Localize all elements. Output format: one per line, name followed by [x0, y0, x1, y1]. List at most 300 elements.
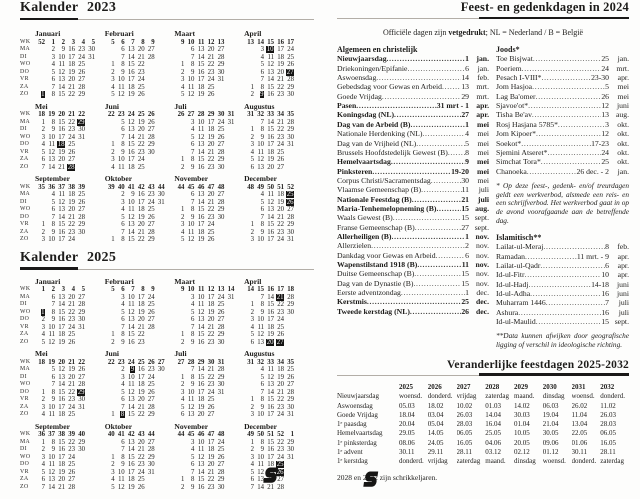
day-cell: 21 — [137, 403, 145, 411]
holiday-day: 5 — [465, 138, 469, 148]
week-number: 21 — [68, 111, 75, 118]
day-cell: 1 — [250, 396, 255, 403]
day-cell: 21 — [68, 301, 75, 308]
table-row-label: 1ᵉ pinksterdag — [337, 438, 377, 447]
holiday-name: Waals Gewest (B) — [337, 213, 393, 223]
day-cell: 7 — [190, 198, 195, 206]
day-row — [244, 396, 314, 404]
day-cell: 13 — [58, 293, 65, 301]
leader-dots — [525, 270, 602, 279]
day-cell: 7 — [121, 323, 125, 331]
day-cell: 19 — [58, 148, 65, 156]
holiday-day: 25 — [461, 297, 469, 307]
day-cell: 16 — [197, 163, 205, 171]
day-cell: 3 — [190, 293, 195, 301]
table-cell: woensd. — [571, 392, 595, 401]
day-cell — [35, 309, 45, 317]
holiday-month: mrt. — [476, 91, 489, 101]
day-cell: 17 — [127, 76, 135, 83]
leader-dots — [382, 92, 461, 101]
day-cell — [65, 164, 75, 172]
day-cell: 23 — [147, 191, 155, 198]
week-number-row — [105, 431, 175, 439]
day-row — [244, 316, 314, 324]
day-cell: 9 — [51, 396, 55, 403]
day-cell: 26 — [147, 213, 155, 221]
day-cell: 22 — [68, 438, 75, 446]
week-number: 22 — [78, 358, 85, 366]
holiday-day: 13 — [601, 110, 609, 120]
day-cell: 13 — [48, 156, 55, 163]
day-cell: 7 — [260, 388, 265, 396]
day-cell: 20 — [137, 46, 145, 53]
holiday-list-item — [337, 232, 489, 241]
table-cell: 30.05 — [542, 429, 559, 438]
day-cell: 2 — [250, 403, 255, 411]
day-cell: 12 — [48, 148, 55, 156]
day-cell — [264, 339, 274, 347]
holiday-month: dec. — [476, 288, 489, 297]
day-cell: 7 — [121, 446, 125, 453]
day-cell: 16 — [197, 338, 205, 346]
day-cell: 9 — [190, 68, 195, 76]
day-row — [174, 476, 244, 484]
table-row — [337, 448, 629, 457]
day-cell: 4 — [111, 476, 115, 483]
table-cell: 02.12 — [514, 448, 530, 457]
week-number-row — [174, 286, 244, 294]
day-cell: 5 — [250, 468, 255, 476]
day-cell: 27 — [147, 438, 155, 446]
day-cell: 23 — [68, 446, 75, 453]
day-cell: 20 — [68, 293, 75, 301]
holiday-list-item — [337, 213, 489, 222]
day-cell: 30 — [287, 446, 295, 453]
week-number-row — [35, 359, 105, 367]
day-row — [105, 469, 175, 477]
day-cell: 10 — [48, 453, 55, 461]
day-cell: 10 — [257, 453, 265, 461]
day-row — [105, 206, 175, 214]
day-cell: 21 — [277, 118, 285, 126]
day-cell: 14 — [197, 53, 205, 61]
day-cell: 12 — [58, 366, 65, 373]
week-number: 18 — [38, 358, 45, 366]
holiday-name: Muharram 1446 — [496, 298, 546, 308]
day-cell: 11 — [48, 331, 55, 338]
day-cell: 23 — [207, 163, 215, 171]
day-cell — [274, 339, 284, 347]
day-cell: 15 — [127, 61, 135, 68]
day-row — [35, 339, 105, 347]
day-cell: 6 — [121, 126, 125, 133]
day-row — [105, 76, 175, 84]
day-cell: 25 — [147, 206, 155, 213]
week-number: 47 — [207, 431, 215, 438]
day-cell: 28 — [287, 293, 295, 301]
weekday-label: DI — [20, 446, 27, 452]
week-number: 20 — [58, 358, 65, 366]
day-row — [244, 134, 314, 142]
week-number: 20 — [58, 111, 65, 118]
day-cell: 15 — [58, 308, 65, 316]
day-cell: 6 — [260, 68, 265, 76]
day-cell: 1 — [111, 411, 115, 418]
day-cell: 30 — [147, 148, 155, 156]
section-header-jewish: Joods* — [496, 45, 520, 54]
holiday-month: mei — [477, 175, 489, 185]
day-cell: 21 — [277, 388, 285, 396]
day-cell: 24 — [78, 53, 85, 61]
day-cell: 10 — [117, 468, 125, 476]
holiday-list-item — [496, 270, 629, 279]
holiday-list-item — [496, 148, 629, 157]
day-cell: 25 — [277, 148, 285, 156]
day-row — [244, 46, 314, 54]
week-number: 9 — [151, 38, 155, 46]
day-cell: 29 — [217, 476, 225, 483]
leader-dots — [533, 54, 601, 63]
day-cell: 19 — [68, 366, 75, 373]
day-cell: 27 — [287, 381, 295, 388]
day-row — [105, 446, 175, 454]
day-cell: 18 — [137, 206, 145, 213]
day-row — [35, 126, 105, 134]
holiday-name: Soekot* — [496, 138, 522, 148]
week-number: 37 — [58, 183, 65, 191]
table-row-label: Goede Vrijdag — [337, 410, 378, 419]
day-cell: 5 — [260, 373, 265, 381]
leader-dots — [391, 157, 465, 166]
holiday-day: 1 — [465, 231, 469, 241]
holiday-list-item — [337, 223, 489, 232]
day-row — [174, 119, 244, 127]
table-cell: zaterdag — [600, 457, 624, 466]
day-cell: 30 — [157, 191, 165, 198]
table-year-header: 2029 — [514, 382, 528, 391]
day-cell: 21 — [207, 323, 215, 331]
leader-dots — [415, 223, 462, 232]
holiday-day: 14-18 — [591, 279, 609, 289]
holiday-list-item — [337, 73, 489, 82]
day-cell: 4 — [121, 301, 125, 308]
day-row — [174, 454, 244, 462]
day-cell: 31 — [88, 53, 95, 61]
weekday-label-column — [20, 277, 35, 347]
day-cell: 25 — [207, 396, 215, 403]
day-cell: 11 — [257, 323, 265, 331]
day-cell: 2 — [51, 46, 55, 53]
leader-dots — [413, 279, 461, 288]
day-row — [244, 76, 314, 84]
day-cell: 22 — [277, 396, 285, 403]
day-row — [244, 404, 314, 412]
day-cell: 17 — [58, 133, 65, 141]
day-cell: 14 — [58, 301, 65, 308]
day-cell: 24 — [277, 236, 285, 243]
day-row — [174, 46, 244, 54]
leader-dots — [372, 167, 451, 176]
weekday-label: WK — [20, 358, 31, 365]
year-calendar-2023 — [20, 29, 314, 244]
week-number: 16 — [277, 38, 285, 46]
week-number: 4 — [81, 38, 85, 46]
table-cell: 06.03 — [542, 401, 559, 410]
day-cell: 6 — [250, 163, 255, 171]
day-cell: 18 — [277, 53, 285, 61]
day-cell: 9 — [260, 228, 265, 236]
day-cell: 24 — [217, 438, 225, 446]
day-cell: 28 — [217, 148, 225, 156]
day-row — [174, 134, 244, 142]
day-cell: 25 — [68, 331, 75, 338]
day-cell: 1 — [41, 438, 45, 446]
month-name: Februari — [104, 276, 134, 286]
day-cell: 17 — [58, 236, 65, 243]
day-row — [244, 476, 314, 484]
day-cell: 5 — [111, 483, 115, 491]
day-cell: 21 — [207, 53, 215, 61]
day-cell: 21 — [137, 53, 145, 61]
holiday-list-item — [496, 92, 629, 101]
table-cell: 21.04 — [542, 420, 559, 429]
holiday-columns — [337, 45, 629, 350]
day-cell: 28 — [147, 228, 155, 236]
day-cell: 11 — [48, 461, 55, 468]
day-cell: 9 — [51, 228, 55, 236]
holiday-month: feb. — [617, 242, 629, 252]
holiday-day: 9 — [260, 91, 264, 98]
leader-dots — [547, 148, 601, 157]
day-cell: 23 — [207, 381, 215, 388]
day-cell: 6 — [51, 76, 55, 83]
day-cell: 17 — [58, 453, 65, 461]
holiday-list-item — [337, 148, 489, 157]
day-row — [35, 454, 105, 462]
day-cell: 25 — [68, 141, 75, 148]
day-cell: 16 — [58, 396, 65, 403]
day-row — [35, 84, 105, 92]
day-row — [174, 366, 244, 374]
holiday-month: nov. — [476, 278, 489, 288]
day-cell: 14 — [197, 323, 205, 331]
leader-dots — [371, 241, 465, 250]
holiday-day: 1 — [41, 91, 45, 98]
holiday-list-item — [337, 120, 489, 129]
day-row — [174, 339, 244, 347]
week-number: 21 — [68, 358, 75, 366]
holiday-name: Nationale Herdenking (NL) — [337, 129, 423, 139]
day-cell: 10 — [48, 236, 55, 243]
day-row — [35, 446, 105, 454]
day-cell: 4 — [111, 163, 115, 171]
day-cell: 22 — [68, 118, 75, 126]
weekday-label: VR — [20, 221, 29, 227]
week-number: 51 — [267, 431, 275, 438]
holiday-day: 25 — [276, 461, 284, 468]
day-cell: 19 — [207, 308, 215, 316]
holiday-day: 6 — [465, 63, 469, 73]
day-cell: 11 — [257, 148, 265, 156]
subtitle-bold: vetgedrukt — [448, 28, 486, 37]
day-cell: 28 — [217, 323, 225, 331]
day-cell: 27 — [217, 316, 225, 323]
table-cell: 28.11 — [456, 448, 472, 457]
day-cell: 3 — [121, 293, 125, 301]
week-number-row — [244, 39, 314, 47]
day-cell: 8 — [121, 453, 125, 461]
holiday-name: Simchat Tora* — [496, 157, 541, 167]
day-cell: 16 — [58, 228, 65, 236]
section-header-christian: Algemeen en christelijk — [337, 45, 418, 54]
holiday-day: 2 — [465, 241, 469, 251]
day-cell: 26 — [217, 133, 225, 141]
day-cell: 29 — [78, 438, 85, 446]
day-cell: 19 — [277, 373, 285, 381]
table-cell: 26.03 — [600, 410, 616, 419]
day-cell: 10 — [127, 373, 135, 381]
week-number-row — [105, 39, 175, 47]
day-cell: 18 — [277, 366, 285, 373]
day-row — [244, 301, 314, 309]
holiday-day: 17-23 — [591, 138, 609, 148]
table-cell: 26.03 — [456, 410, 473, 419]
day-cell: 20 — [58, 476, 65, 483]
holiday-month: jan. — [477, 63, 489, 73]
day-row — [105, 301, 175, 309]
leader-dots — [522, 64, 602, 73]
day-row — [35, 331, 105, 339]
table-row-label: Aswoensdag — [337, 401, 373, 410]
week-number-row — [35, 39, 105, 47]
day-cell: 29 — [217, 373, 225, 381]
week-number: 9 — [151, 286, 155, 293]
day-cell: 6 — [121, 221, 125, 228]
day-cell: 1 — [111, 331, 115, 338]
day-cell: 16 — [267, 133, 275, 141]
month-block — [35, 422, 105, 492]
footnote-jewish: * Op deze feest-, gedenk- en/of treurdagen geldt een werkverbod, alsmede een reis- en een schrijfverbod. Het werkverbod gaat in op de avond voorafgaande aan de betreffende dag. — [496, 180, 629, 226]
day-cell: 23 — [277, 308, 285, 316]
day-row — [174, 374, 244, 382]
holiday-list-item — [337, 64, 489, 73]
day-cell: 27 — [217, 191, 225, 198]
day-cell: 11 — [58, 61, 65, 68]
day-cell: 21 — [207, 366, 215, 373]
day-cell: 5 — [180, 91, 185, 98]
day-cell: 30 — [78, 126, 85, 133]
day-cell: 25 — [137, 163, 145, 171]
day-cell: 5 — [41, 148, 45, 156]
holiday-name: Jom Hasjoa — [496, 82, 533, 92]
day-cell: 24 — [68, 323, 75, 331]
leader-dots — [532, 82, 605, 91]
day-cell: 4 — [111, 83, 115, 91]
table-cell: maand. — [514, 392, 535, 401]
leader-dots — [367, 297, 461, 306]
day-cell: 13 — [58, 76, 65, 83]
day-cell: 2 — [121, 366, 125, 373]
day-cell: 14 — [58, 83, 65, 91]
day-cell: 8 — [260, 126, 265, 133]
day-row — [35, 91, 105, 99]
month-block — [244, 349, 314, 419]
table-cell: 16.05 — [600, 438, 616, 447]
day-cell: 8 — [190, 156, 195, 163]
table-row — [337, 420, 629, 429]
week-number: 28 — [197, 111, 205, 118]
table-cell: 10.02 — [456, 401, 473, 410]
day-cell: 4 — [190, 126, 195, 133]
table-cell: 01.04 — [514, 420, 530, 429]
day-cell: 22 — [137, 453, 145, 461]
holiday-list-item — [496, 298, 629, 307]
day-cell: 10 — [257, 316, 265, 323]
holiday-day: 30 — [461, 175, 469, 185]
day-cell: 30 — [157, 366, 165, 373]
day-cell: 12 — [127, 118, 135, 126]
day-cell: 11 — [118, 83, 125, 91]
day-cell: 9 — [260, 446, 265, 453]
day-cell: 15 — [197, 206, 205, 213]
day-cell: 22 — [277, 438, 285, 446]
day-cell: 11 — [257, 461, 265, 468]
holiday-name: Rosj Hasjana 5785* — [496, 119, 558, 129]
day-cell: 23 — [78, 46, 85, 53]
left-page — [20, 0, 314, 499]
day-cell: 16 — [127, 68, 135, 76]
day-cell: 11 — [267, 366, 275, 373]
day-cell: 3 — [180, 76, 185, 83]
week-number: 28 — [187, 358, 195, 366]
day-cell: 20 — [68, 373, 75, 381]
holiday-month: okt. — [617, 157, 629, 167]
day-cell — [75, 389, 85, 397]
holiday-month: jan. — [617, 54, 629, 64]
holiday-list-item — [496, 289, 629, 298]
week-number: 51 — [277, 183, 285, 191]
day-cell: 2 — [250, 91, 255, 98]
table-cell: dinsdag — [514, 457, 536, 466]
holiday-list-islamic — [496, 242, 629, 326]
day-cell: 28 — [78, 301, 85, 308]
holiday-name: Koningsdag (NL) — [337, 110, 395, 120]
calendar-quarter-row — [20, 277, 314, 347]
day-cell: 10 — [127, 198, 135, 206]
holiday-day: 25 — [601, 54, 609, 64]
day-row — [105, 61, 175, 69]
table-cell: 30.11 — [399, 448, 415, 457]
day-row — [105, 389, 175, 397]
day-cell: 5 — [111, 91, 115, 98]
holiday-list-item — [337, 92, 489, 101]
day-cell: 5 — [190, 453, 195, 461]
day-cell: 10 — [117, 156, 125, 163]
day-cell: 23 — [207, 213, 215, 221]
day-cell: 24 — [277, 316, 285, 323]
holiday-name: Dag van de Vrijheid (NL) — [337, 138, 417, 148]
holiday-name: Id-ul-Fitr — [496, 270, 525, 280]
day-row — [105, 156, 175, 164]
day-row — [174, 439, 244, 447]
day-row — [105, 54, 175, 62]
day-row — [35, 61, 105, 69]
day-cell: 24 — [147, 373, 155, 381]
day-cell: 31 — [217, 76, 225, 83]
day-cell: 11 — [48, 141, 55, 148]
day-row — [105, 149, 175, 157]
day-cell: 25 — [68, 461, 75, 468]
